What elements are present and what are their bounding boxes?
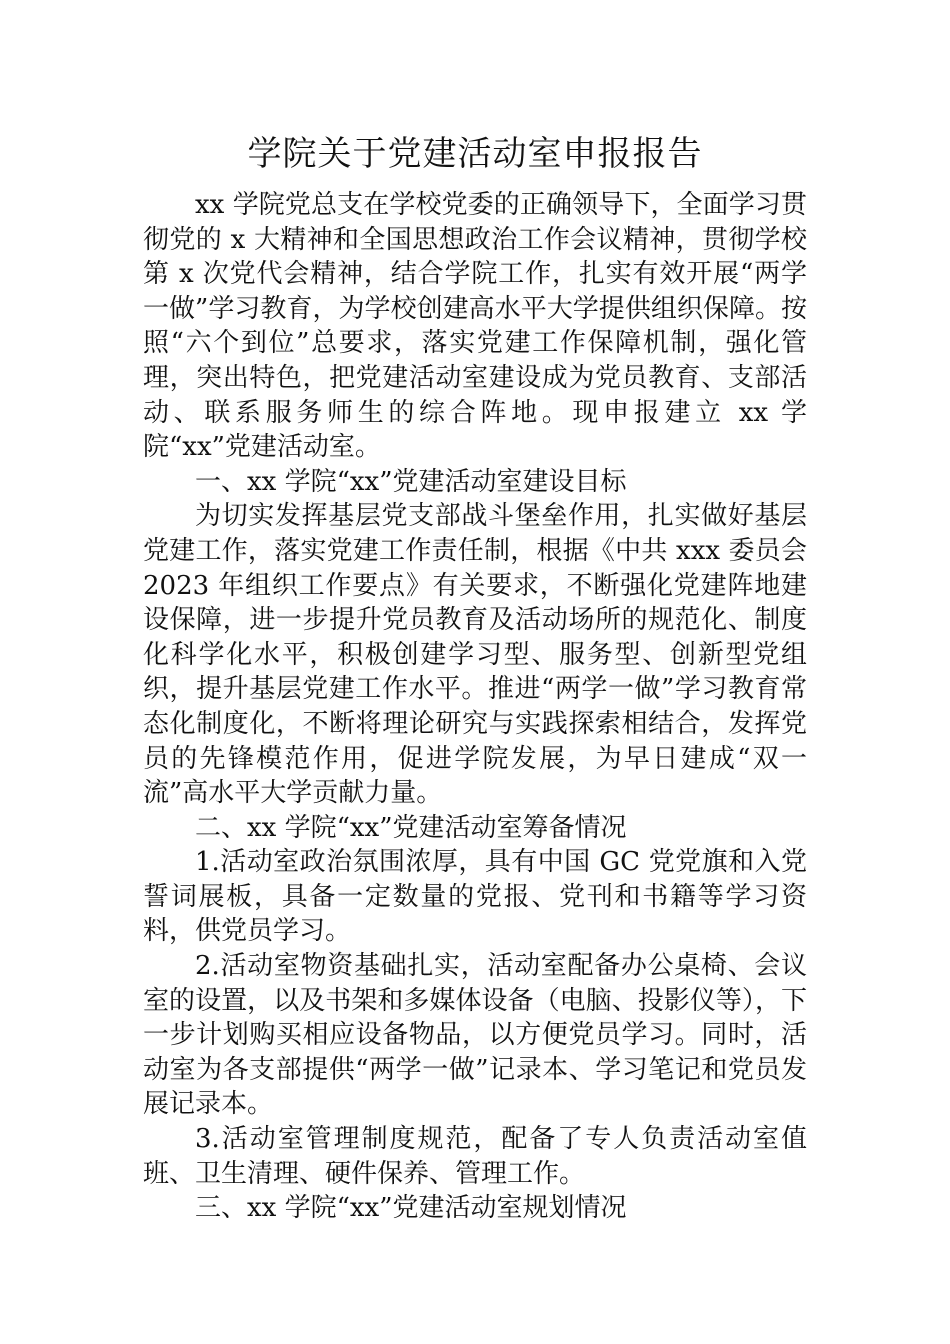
section-2-item-2: 2.活动室物资基础扎实，活动室配备办公桌椅、会议室的设置，以及书架和多媒体设备（电脑、投影仪等），下一步计划购买相应设备物品，以方便党员学习。同时，活动室为各支部提供“两学一做”记录本、学习笔记和党员发展记录本。 <box>143 951 807 1120</box>
section-2-item-1: 1.活动室政治氛围浓厚，具有中国 GC 党党旗和入党誓词展板，具备一定数量的党报、党刊和书籍等学习资料，供党员学习。 <box>143 847 807 947</box>
section-heading-2: 二、xx 学院“xx”党建活动室筹备情况 <box>195 812 627 843</box>
document-title: 学院关于党建活动室申报报告 <box>247 134 703 174</box>
section-heading-1: 一、xx 学院“xx”党建活动室建设目标 <box>195 466 627 497</box>
section-heading-3: 三、xx 学院“xx”党建活动室规划情况 <box>195 1193 627 1224</box>
intro-paragraph: xx 学院党总支在学校党委的正确领导下，全面学习贯彻党的 x 大精神和全国思想政治工作会议精神，贯彻学校第 x 次党代会精神，结合学院工作，扎实有效开展“两学一做”学习教育，为学校创建高水平大学提供组织保障。按照“六个到位”总要求，落实党建工作保障机制，强化管理，突出特色，把党建活动室建设成为党员教育、支部活动、联系服务师生的综合阵地。现申报建立 xx 学院“xx”党建活动室。 <box>143 190 807 463</box>
document-body <box>143 188 807 1226</box>
section-1-paragraph: 为切实发挥基层党支部战斗堡垒作用，扎实做好基层党建工作，落实党建工作责任制，根据《中共 xxx 委员会 2023 年组织工作要点》有关要求，不断强化党建阵地建设保障，进一步提升党员教育及活动场所的规范化、制度化科学化水平，积极创建学习型、服务型、创新型党组织，提升基层党建工作水平。推进“两学一做”学习教育常态化制度化，不断将理论研究与实践探索相结合，发挥党员的先锋模范作用，促进学院发展，为早日建成“双一流”高水平大学贡献力量。 <box>143 501 807 809</box>
section-2-item-3: 3.活动室管理制度规范，配备了专人负责活动室值班、卫生清理、硬件保养、管理工作。 <box>143 1124 807 1189</box>
